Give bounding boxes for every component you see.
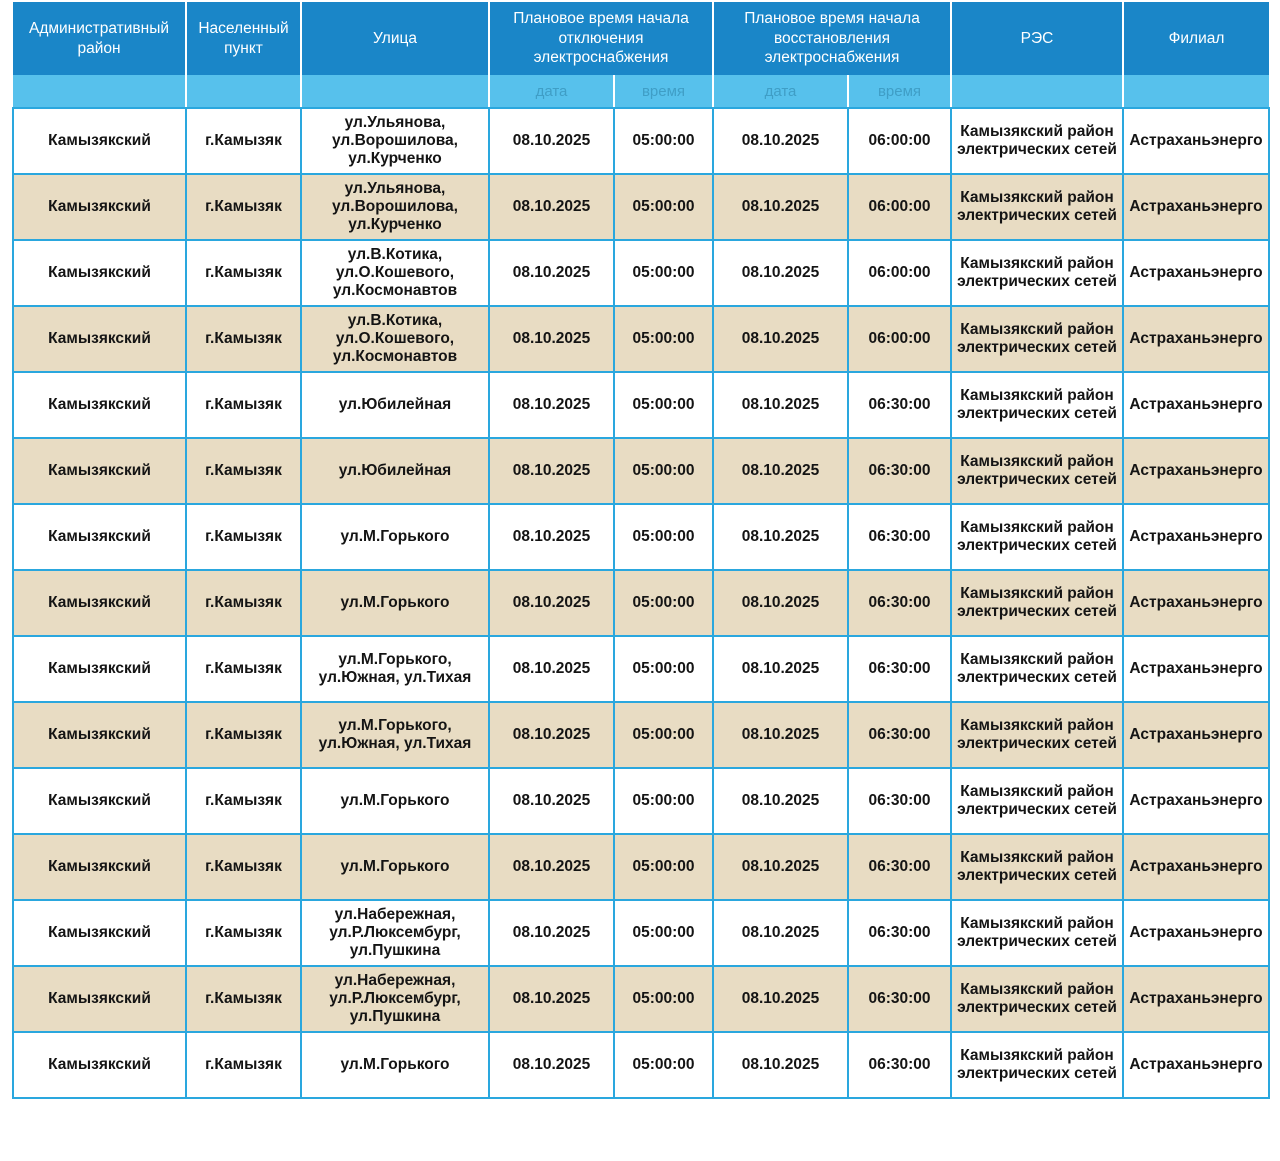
cell-settlement: г.Камызяк [186,306,301,372]
table-row [13,240,1269,306]
cell-restore-date: 08.10.2025 [713,834,848,900]
table-row [13,768,1269,834]
header-outage-group: Плановое время начала отключения электроснабжения [489,2,713,75]
cell-settlement: г.Камызяк [186,834,301,900]
cell-outage-time: 05:00:00 [614,570,713,636]
cell-street: ул.М.Горького [301,1032,489,1098]
cell-res: Камызякский район электрических сетей [951,372,1123,438]
cell-street: ул.Ульянова, ул.Ворошилова, ул.Курченко [301,174,489,240]
cell-admin-district: Камызякский [13,504,186,570]
cell-res: Камызякский район электрических сетей [951,636,1123,702]
cell-res: Камызякский район электрических сетей [951,834,1123,900]
cell-restore-time: 06:30:00 [848,1032,951,1098]
cell-settlement: г.Камызяк [186,900,301,966]
cell-outage-date: 08.10.2025 [489,108,614,174]
cell-res: Камызякский район электрических сетей [951,438,1123,504]
cell-admin-district: Камызякский [13,702,186,768]
cell-outage-date: 08.10.2025 [489,570,614,636]
cell-outage-time: 05:00:00 [614,306,713,372]
cell-restore-date: 08.10.2025 [713,636,848,702]
subheader-restore-time: время [848,75,951,108]
header-restore-group: Плановое время начала восстановления электроснабжения [713,2,951,75]
cell-branch: Астраханьэнерго [1123,1032,1269,1098]
header-street: Улица [301,2,489,75]
cell-outage-time: 05:00:00 [614,174,713,240]
cell-outage-date: 08.10.2025 [489,438,614,504]
cell-res: Камызякский район электрических сетей [951,1032,1123,1098]
table-row [13,438,1269,504]
header-admin-district: Административный район [13,2,186,75]
table-row [13,174,1269,240]
cell-branch: Астраханьэнерго [1123,372,1269,438]
table-row [13,834,1269,900]
cell-restore-time: 06:30:00 [848,966,951,1032]
cell-branch: Астраханьэнерго [1123,702,1269,768]
cell-res: Камызякский район электрических сетей [951,900,1123,966]
cell-outage-time: 05:00:00 [614,768,713,834]
cell-restore-time: 06:30:00 [848,768,951,834]
cell-admin-district: Камызякский [13,900,186,966]
table-row [13,108,1269,174]
cell-branch: Астраханьэнерго [1123,900,1269,966]
cell-branch: Астраханьэнерго [1123,240,1269,306]
cell-outage-time: 05:00:00 [614,636,713,702]
subheader-row [13,75,1269,108]
cell-outage-date: 08.10.2025 [489,1032,614,1098]
cell-restore-time: 06:00:00 [848,108,951,174]
cell-admin-district: Камызякский [13,768,186,834]
cell-outage-time: 05:00:00 [614,438,713,504]
cell-restore-time: 06:30:00 [848,900,951,966]
cell-branch: Астраханьэнерго [1123,108,1269,174]
cell-outage-time: 05:00:00 [614,372,713,438]
cell-restore-date: 08.10.2025 [713,702,848,768]
cell-settlement: г.Камызяк [186,702,301,768]
cell-outage-date: 08.10.2025 [489,372,614,438]
cell-restore-time: 06:30:00 [848,504,951,570]
cell-street: ул.Ульянова, ул.Ворошилова, ул.Курченко [301,108,489,174]
cell-branch: Астраханьэнерго [1123,306,1269,372]
cell-restore-time: 06:30:00 [848,702,951,768]
cell-restore-date: 08.10.2025 [713,240,848,306]
cell-res: Камызякский район электрических сетей [951,768,1123,834]
cell-outage-time: 05:00:00 [614,702,713,768]
cell-res: Камызякский район электрических сетей [951,174,1123,240]
table-row [13,1032,1269,1098]
table-row [13,966,1269,1032]
cell-branch: Астраханьэнерго [1123,966,1269,1032]
cell-admin-district: Камызякский [13,1032,186,1098]
table-row [13,504,1269,570]
cell-branch: Астраханьэнерго [1123,504,1269,570]
table-row [13,306,1269,372]
cell-admin-district: Камызякский [13,570,186,636]
cell-street: ул.М.Горького, ул.Южная, ул.Тихая [301,702,489,768]
cell-settlement: г.Камызяк [186,966,301,1032]
cell-restore-time: 06:30:00 [848,570,951,636]
cell-street: ул.М.Горького [301,768,489,834]
cell-street: ул.Набережная, ул.Р.Люксембург, ул.Пушкина [301,966,489,1032]
cell-outage-date: 08.10.2025 [489,768,614,834]
header-res: РЭС [951,2,1123,75]
table-header [13,2,1269,108]
cell-street: ул.М.Горького [301,834,489,900]
cell-restore-date: 08.10.2025 [713,570,848,636]
subheader-empty-res [951,75,1123,108]
cell-outage-date: 08.10.2025 [489,240,614,306]
cell-street: ул.М.Горького [301,504,489,570]
cell-admin-district: Камызякский [13,240,186,306]
cell-admin-district: Камызякский [13,834,186,900]
cell-settlement: г.Камызяк [186,768,301,834]
cell-admin-district: Камызякский [13,372,186,438]
cell-restore-date: 08.10.2025 [713,372,848,438]
table-row [13,702,1269,768]
cell-outage-time: 05:00:00 [614,900,713,966]
cell-restore-time: 06:30:00 [848,372,951,438]
cell-restore-date: 08.10.2025 [713,768,848,834]
cell-admin-district: Камызякский [13,108,186,174]
subheader-restore-date: дата [713,75,848,108]
table-row [13,372,1269,438]
cell-outage-time: 05:00:00 [614,966,713,1032]
cell-street: ул.В.Котика, ул.О.Кошевого, ул.Космонавтов [301,240,489,306]
cell-restore-date: 08.10.2025 [713,504,848,570]
cell-outage-date: 08.10.2025 [489,306,614,372]
cell-restore-time: 06:00:00 [848,174,951,240]
cell-settlement: г.Камызяк [186,240,301,306]
cell-outage-date: 08.10.2025 [489,834,614,900]
outage-schedule-table [12,2,1270,1099]
cell-street: ул.Юбилейная [301,438,489,504]
cell-restore-time: 06:00:00 [848,240,951,306]
cell-restore-time: 06:30:00 [848,834,951,900]
cell-street: ул.М.Горького [301,570,489,636]
cell-outage-date: 08.10.2025 [489,174,614,240]
cell-settlement: г.Камызяк [186,636,301,702]
cell-settlement: г.Камызяк [186,504,301,570]
cell-restore-date: 08.10.2025 [713,900,848,966]
cell-restore-time: 06:00:00 [848,306,951,372]
subheader-empty-admin-district [13,75,186,108]
header-row [13,2,1269,75]
cell-outage-date: 08.10.2025 [489,636,614,702]
cell-settlement: г.Камызяк [186,570,301,636]
cell-settlement: г.Камызяк [186,174,301,240]
cell-settlement: г.Камызяк [186,372,301,438]
cell-restore-date: 08.10.2025 [713,438,848,504]
cell-settlement: г.Камызяк [186,1032,301,1098]
table-row [13,636,1269,702]
cell-admin-district: Камызякский [13,636,186,702]
cell-outage-time: 05:00:00 [614,1032,713,1098]
cell-res: Камызякский район электрических сетей [951,504,1123,570]
cell-restore-time: 06:30:00 [848,636,951,702]
cell-restore-date: 08.10.2025 [713,306,848,372]
subheader-outage-time: время [614,75,713,108]
cell-admin-district: Камызякский [13,306,186,372]
table-row [13,900,1269,966]
cell-branch: Астраханьэнерго [1123,438,1269,504]
cell-street: ул.Набережная, ул.Р.Люксембург, ул.Пушкина [301,900,489,966]
cell-street: ул.В.Котика, ул.О.Кошевого, ул.Космонавтов [301,306,489,372]
subheader-empty-settlement [186,75,301,108]
cell-settlement: г.Камызяк [186,438,301,504]
cell-outage-date: 08.10.2025 [489,900,614,966]
cell-res: Камызякский район электрических сетей [951,966,1123,1032]
cell-restore-date: 08.10.2025 [713,1032,848,1098]
cell-outage-date: 08.10.2025 [489,504,614,570]
cell-outage-date: 08.10.2025 [489,966,614,1032]
cell-restore-date: 08.10.2025 [713,966,848,1032]
cell-res: Камызякский район электрических сетей [951,702,1123,768]
subheader-empty-street [301,75,489,108]
header-settlement: Населенный пункт [186,2,301,75]
cell-branch: Астраханьэнерго [1123,174,1269,240]
cell-branch: Астраханьэнерго [1123,636,1269,702]
header-branch: Филиал [1123,2,1269,75]
cell-restore-time: 06:30:00 [848,438,951,504]
cell-branch: Астраханьэнерго [1123,570,1269,636]
cell-restore-date: 08.10.2025 [713,174,848,240]
table-row [13,570,1269,636]
cell-street: ул.М.Горького, ул.Южная, ул.Тихая [301,636,489,702]
cell-res: Камызякский район электрических сетей [951,306,1123,372]
cell-res: Камызякский район электрических сетей [951,240,1123,306]
cell-restore-date: 08.10.2025 [713,108,848,174]
cell-settlement: г.Камызяк [186,108,301,174]
subheader-outage-date: дата [489,75,614,108]
cell-res: Камызякский район электрических сетей [951,570,1123,636]
cell-outage-date: 08.10.2025 [489,702,614,768]
cell-admin-district: Камызякский [13,966,186,1032]
table-body [13,108,1269,1098]
cell-street: ул.Юбилейная [301,372,489,438]
cell-outage-time: 05:00:00 [614,108,713,174]
cell-admin-district: Камызякский [13,438,186,504]
cell-outage-time: 05:00:00 [614,240,713,306]
cell-branch: Астраханьэнерго [1123,768,1269,834]
subheader-empty-branch [1123,75,1269,108]
cell-admin-district: Камызякский [13,174,186,240]
cell-outage-time: 05:00:00 [614,834,713,900]
cell-outage-time: 05:00:00 [614,504,713,570]
cell-res: Камызякский район электрических сетей [951,108,1123,174]
cell-branch: Астраханьэнерго [1123,834,1269,900]
